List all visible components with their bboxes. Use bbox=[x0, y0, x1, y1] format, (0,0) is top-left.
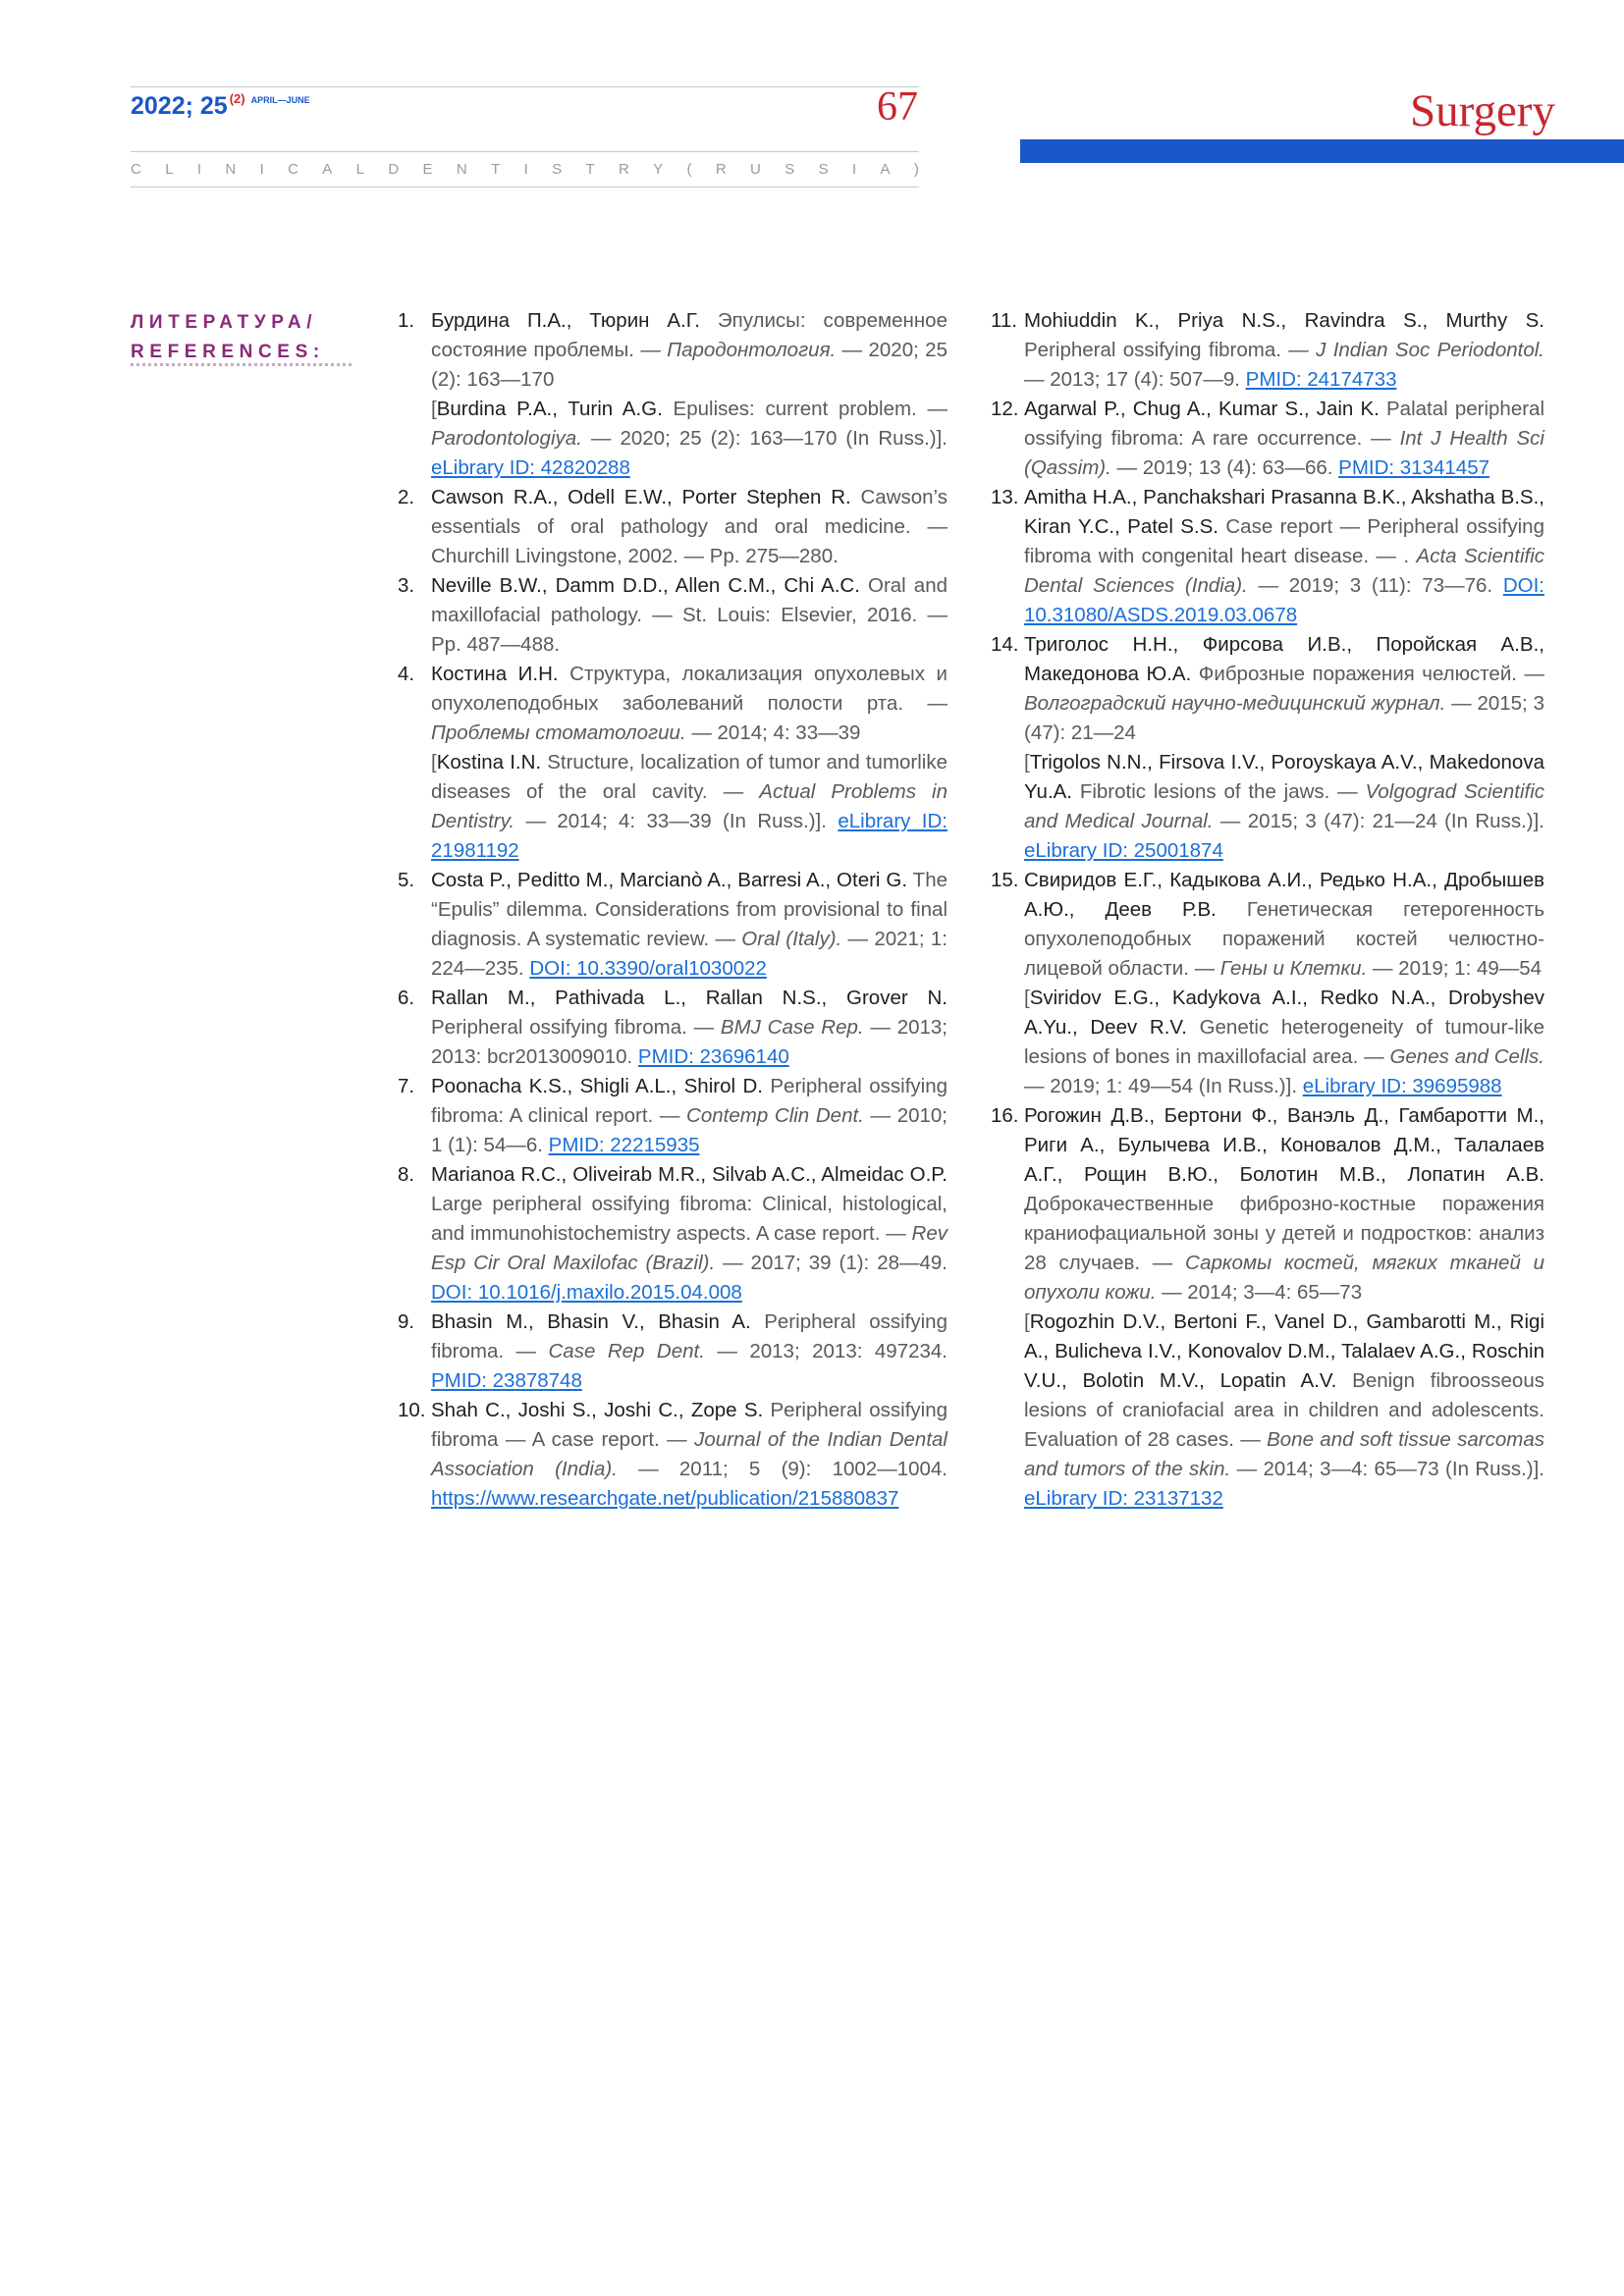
ref-authors: Neville B.W., Damm D.D., Allen C.M., Chi A.C. bbox=[431, 574, 860, 597]
journal-letter: R bbox=[715, 161, 727, 178]
issue-number: (2) bbox=[229, 91, 245, 106]
journal-letter: A bbox=[880, 161, 891, 178]
ref-text: Benign fibroosseous lesions of craniofacial area in children and adolescents. Evaluation of 28 cases. — bbox=[1024, 1369, 1544, 1451]
references-heading-ru: ЛИТЕРАТУРА/ bbox=[131, 312, 318, 333]
reference-body bbox=[431, 1072, 947, 1160]
reference-number: 1. bbox=[398, 309, 415, 332]
journal-letter: I bbox=[196, 161, 202, 178]
ref-text: Palatal peripheral ossifying fibroma: A rare occurrence. — bbox=[1024, 398, 1544, 450]
reference-body bbox=[431, 483, 947, 571]
page-number: 67 bbox=[877, 84, 918, 130]
ref-authors: Триголос Н.Н., Фирсова И.В., Поройская А.В., Македонова Ю.А. bbox=[1024, 633, 1544, 685]
reference-item bbox=[398, 660, 947, 866]
reference-number: 15. bbox=[991, 869, 1019, 891]
ref-link[interactable]: DOI: 10.3390/oral1030022 bbox=[529, 957, 767, 980]
ref-source: Волгоградский научно-медицинский журнал. bbox=[1024, 692, 1446, 715]
ref-source: J Indian Soc Periodontol. bbox=[1316, 339, 1544, 361]
ref-authors: Mohiuddin K., Priya N.S., Ravindra S., Murthy S. bbox=[1024, 309, 1544, 332]
ref-text: Peripheral ossifying fibroma. — bbox=[431, 1016, 721, 1039]
journal-letter: I bbox=[259, 161, 264, 178]
ref-source: Oral (Italy). bbox=[741, 928, 842, 950]
journal-letter: T bbox=[491, 161, 501, 178]
references-column-left bbox=[398, 306, 947, 1514]
ref-text: Structure, localization of tumor and tumorlike diseases of the oral cavity. — bbox=[431, 751, 948, 803]
reference-number: 6. bbox=[398, 987, 415, 1009]
reference-body bbox=[1024, 483, 1544, 630]
ref-text: Genetic heterogeneity of tumour-like lesions of bones in maxillofacial area. — bbox=[1024, 1016, 1544, 1068]
reference-number: 7. bbox=[398, 1075, 415, 1097]
reference-primary bbox=[431, 1072, 947, 1160]
ref-link[interactable]: eLibrary ID: 42820288 bbox=[431, 456, 630, 479]
ref-source: BMJ Case Rep. bbox=[720, 1016, 864, 1039]
ref-text: Fibrotic lesions of the jaws. — bbox=[1072, 780, 1366, 803]
ref-authors: Рогожин Д.В., Бертони Ф., Ванэль Д., Гамбаротти М., Риги А., Булычева И.В., Коновалов Д.М., Талалаев А.Г., Рощин В.Ю., Болотин М.В., Лопатин А.В. bbox=[1024, 1104, 1544, 1186]
ref-authors: Trigolos N.N., Firsova I.V., Poroyskaya A.V., Makedonova Yu.A. bbox=[1024, 751, 1544, 803]
ref-text: Доброкачественные фиброзно-костные поражения краниофациальной зоны у детей и подростков: анализ 28 случаев. — bbox=[1024, 1193, 1544, 1274]
reference-primary bbox=[1024, 306, 1544, 395]
ref-text: — 2019; 3 (11): 73—76. bbox=[1247, 574, 1503, 597]
ref-authors: Свиридов Е.Г., Кадыкова А.И., Редько Н.А., Дробышев А.Ю., Деев Р.В. bbox=[1024, 869, 1544, 921]
journal-letter: C bbox=[288, 161, 298, 178]
reference-item bbox=[398, 984, 947, 1072]
ref-text: [ bbox=[431, 751, 437, 774]
journal-letter: T bbox=[585, 161, 595, 178]
ref-source: Саркомы костей, мягких тканей и опухоли кожи. bbox=[1024, 1252, 1544, 1304]
ref-authors: Rogozhin D.V., Bertoni F., Vanel D., Gambarotti M., Rigi A., Bulicheva I.V., Konovalov D.M., Talalaev A.G., Roschin V.U., Bolotin M.V., Lopatin A.V. bbox=[1024, 1310, 1544, 1392]
ref-text: — 2019; 1: 49—54 bbox=[1367, 957, 1543, 980]
reference-number: 16. bbox=[991, 1104, 1019, 1127]
reference-primary bbox=[1024, 1101, 1544, 1308]
ref-link[interactable]: PMID: 23878748 bbox=[431, 1369, 582, 1392]
ref-text: — 2013; 2013: bcr2013009010. bbox=[431, 1016, 947, 1068]
issue-year-volume: 2022; 25 bbox=[131, 92, 228, 120]
journal-letter: N bbox=[456, 161, 467, 178]
reference-item bbox=[398, 571, 947, 660]
ref-authors: Burdina P.A., Turin A.G. bbox=[436, 398, 663, 420]
journal-letter: ( bbox=[686, 161, 692, 178]
reference-primary bbox=[431, 660, 947, 748]
ref-authors: Agarwal P., Chug A., Kumar S., Jain K. bbox=[1024, 398, 1380, 420]
ref-link[interactable]: eLibrary ID: 39695988 bbox=[1302, 1075, 1502, 1097]
reference-primary bbox=[431, 984, 947, 1072]
ref-source: Genes and Cells. bbox=[1389, 1045, 1544, 1068]
ref-text: — 2019; 1: 49—54 (In Russ.)]. bbox=[1024, 1075, 1303, 1097]
reference-item bbox=[398, 1072, 947, 1160]
references-column-right bbox=[991, 306, 1544, 1514]
journal-letter: S bbox=[552, 161, 563, 178]
ref-authors: Marianoa R.C., Oliveirab M.R., Silvab A.C., Almeidac O.P. bbox=[431, 1163, 947, 1186]
reference-body bbox=[431, 306, 947, 483]
reference-number: 10. bbox=[398, 1399, 426, 1421]
ref-source: Case Rep Dent. bbox=[548, 1340, 705, 1362]
ref-text: Large peripheral ossifying fibroma: Clinical, histological, and immunohistochemistry aspects. A case report. — bbox=[431, 1193, 947, 1245]
ref-text: — 2019; 13 (4): 63—66. bbox=[1110, 456, 1339, 479]
journal-letter: L bbox=[355, 161, 364, 178]
journal-letter: Y bbox=[653, 161, 664, 178]
section-title: Surgery bbox=[1410, 85, 1555, 136]
ref-authors: Kostina I.N. bbox=[436, 751, 542, 774]
ref-link[interactable]: eLibrary ID: 25001874 bbox=[1024, 839, 1223, 862]
reference-number: 2. bbox=[398, 486, 415, 508]
reference-number: 11. bbox=[991, 309, 1017, 332]
ref-link[interactable]: eLibrary ID: 21981192 bbox=[431, 810, 947, 862]
ref-authors: Poonacha K.S., Shigli A.L., Shirol D. bbox=[431, 1075, 763, 1097]
ref-link[interactable]: DOI: 10.1016/j.maxilo.2015.04.008 bbox=[431, 1281, 742, 1304]
ref-text: Peripheral ossifying fibroma. — bbox=[1024, 339, 1317, 361]
reference-number: 13. bbox=[991, 486, 1019, 508]
reference-translation bbox=[431, 395, 947, 483]
reference-translation bbox=[1024, 1308, 1544, 1514]
journal-letter: N bbox=[225, 161, 237, 178]
reference-number: 4. bbox=[398, 663, 415, 685]
ref-text: Case report — Peripheral ossifying fibroma with congenital heart disease. — . bbox=[1024, 515, 1544, 567]
journal-letter: D bbox=[388, 161, 400, 178]
reference-body bbox=[431, 984, 947, 1072]
journal-letter: C bbox=[131, 161, 141, 178]
reference-number: 5. bbox=[398, 869, 415, 891]
ref-source: Пародонтология. bbox=[667, 339, 837, 361]
ref-text: — 2014; 3—4: 65—73 bbox=[1156, 1281, 1363, 1304]
reference-body bbox=[1024, 1101, 1544, 1514]
ref-link[interactable]: PMID: 23696140 bbox=[637, 1045, 789, 1068]
journal-letter: A bbox=[322, 161, 333, 178]
reference-item bbox=[398, 866, 947, 984]
section-color-bar bbox=[1020, 139, 1624, 163]
ref-source: Actual Problems in Dentistry. bbox=[431, 780, 947, 832]
ref-link[interactable]: PMID: 22215935 bbox=[548, 1134, 700, 1156]
ref-text: — 2017; 39 (1): 28—49. bbox=[715, 1252, 947, 1274]
ref-text: — 2013; 2013: 497234. bbox=[704, 1340, 947, 1362]
journal-letter: L bbox=[165, 161, 174, 178]
ref-source: Journal of the Indian Dental Association (India). bbox=[431, 1428, 947, 1480]
issue-months: APRIL—JUNE bbox=[250, 95, 310, 105]
reference-item bbox=[991, 483, 1544, 630]
ref-text: Cawson’s essentials of oral pathology and oral medicine. — Churchill Livingstone, 2002. — Pp. 275—280. bbox=[431, 486, 947, 567]
reference-primary bbox=[1024, 866, 1544, 984]
reference-number: 14. bbox=[991, 633, 1019, 656]
ref-text: Структура, локализация опухолевых и опухолеподобных заболеваний полости рта. — bbox=[431, 663, 947, 715]
reference-primary bbox=[431, 1308, 947, 1396]
reference-body bbox=[1024, 866, 1544, 1101]
ref-text: Epulises: current problem. — bbox=[662, 398, 947, 420]
ref-source: Acta Scientific Dental Sciences (India). bbox=[1024, 545, 1545, 597]
ref-link[interactable]: https://www.researchgate.net/publication/215880837 bbox=[431, 1487, 899, 1510]
ref-link[interactable]: eLibrary ID: 23137132 bbox=[1024, 1487, 1223, 1510]
ref-text: — 2021; 1: 224—235. bbox=[431, 928, 948, 980]
ref-text: — 2014; 4: 33—39 bbox=[685, 721, 861, 744]
reference-item bbox=[991, 1101, 1544, 1514]
journal-letter: S bbox=[818, 161, 829, 178]
ref-text: [ bbox=[431, 398, 437, 420]
reference-primary bbox=[431, 483, 947, 571]
header-rule-mid bbox=[131, 151, 919, 152]
references-heading bbox=[131, 308, 325, 367]
ref-text: — 2015; 3 (47): 21—24 (In Russ.)]. bbox=[1213, 810, 1544, 832]
journal-letter: E bbox=[422, 161, 433, 178]
reference-body bbox=[431, 660, 947, 866]
ref-text: — 2014; 4: 33—39 (In Russ.)]. bbox=[514, 810, 839, 832]
ref-authors: Sviridov E.G., Kadykova A.I., Redko N.A., Drobyshev A.Yu., Deev R.V. bbox=[1024, 987, 1544, 1039]
reference-primary bbox=[431, 1396, 947, 1514]
header-rule-top bbox=[131, 86, 919, 87]
reference-body bbox=[431, 1396, 947, 1514]
reference-item bbox=[991, 395, 1544, 483]
ref-text: — 2011; 5 (9): 1002—1004. bbox=[617, 1458, 947, 1480]
reference-primary bbox=[1024, 395, 1544, 483]
ref-authors: Bhasin M., Bhasin V., Bhasin A. bbox=[431, 1310, 751, 1333]
reference-item bbox=[991, 630, 1544, 866]
reference-number: 8. bbox=[398, 1163, 415, 1186]
reference-number: 9. bbox=[398, 1310, 415, 1333]
ref-authors: Shah C., Joshi S., Joshi C., Zope S. bbox=[431, 1399, 764, 1421]
reference-body bbox=[431, 1160, 947, 1308]
ref-text: Peripheral ossifying fibroma. — bbox=[431, 1310, 947, 1362]
reference-number: 12. bbox=[991, 398, 1019, 420]
ref-source: Int J Health Sci (Qassim). bbox=[1024, 427, 1544, 479]
reference-item bbox=[398, 1160, 947, 1308]
journal-letter: U bbox=[750, 161, 761, 178]
reference-number: 3. bbox=[398, 574, 415, 597]
journal-name bbox=[131, 161, 919, 178]
reference-item bbox=[991, 306, 1544, 395]
reference-body bbox=[431, 1308, 947, 1396]
reference-translation bbox=[431, 748, 947, 866]
reference-primary bbox=[431, 866, 947, 984]
ref-text: — 2020; 25 (2): 163—170 (In Russ.)]. bbox=[581, 427, 947, 450]
reference-body bbox=[431, 571, 947, 660]
ref-source: Parodontologiya. bbox=[431, 427, 582, 450]
ref-text: The “Epulis” dilemma. Considerations from provisional to final diagnosis. A systematic review. — bbox=[431, 869, 947, 950]
ref-source: Bone and soft tissue sarcomas and tumors of the skin. bbox=[1024, 1428, 1544, 1480]
reference-item bbox=[398, 306, 947, 483]
ref-text: Эпулисы: современное состояние проблемы. — bbox=[431, 309, 947, 361]
ref-text: Peripheral ossifying fibroma: A clinical report. — bbox=[431, 1075, 947, 1127]
ref-link[interactable]: PMID: 24174733 bbox=[1245, 368, 1397, 391]
ref-text: Peripheral ossifying fibroma — A case report. — bbox=[431, 1399, 947, 1451]
ref-text: — 2014; 3—4: 65—73 (In Russ.)]. bbox=[1230, 1458, 1544, 1480]
ref-authors: Костина И.Н. bbox=[431, 663, 559, 685]
ref-source: Volgograd Scientific and Medical Journal. bbox=[1024, 780, 1545, 832]
reference-primary bbox=[431, 306, 947, 395]
reference-primary bbox=[1024, 630, 1544, 748]
reference-primary bbox=[431, 571, 947, 660]
ref-authors: Cawson R.A., Odell E.W., Porter Stephen R. bbox=[431, 486, 851, 508]
ref-link[interactable]: DOI: 10.31080/ASDS.2019.03.0678 bbox=[1024, 574, 1544, 626]
reference-body bbox=[1024, 630, 1544, 866]
journal-letter: S bbox=[785, 161, 795, 178]
ref-text: Генетическая гетерогенность опухолеподобных поражений костей челюстно-лицевой области. — bbox=[1024, 898, 1544, 980]
references-heading-en: REFERENCES: bbox=[131, 342, 325, 362]
reference-body bbox=[431, 866, 947, 984]
ref-text: — 2015; 3 (47): 21—24 bbox=[1024, 692, 1544, 744]
journal-letter: I bbox=[523, 161, 528, 178]
ref-text: — 2010; 1 (1): 54—6. bbox=[431, 1104, 947, 1156]
ref-authors: Amitha H.A., Panchakshari Prasanna B.K., Akshatha B.S., Kiran Y.C., Patel S.S. bbox=[1024, 486, 1544, 538]
ref-link[interactable]: PMID: 31341457 bbox=[1338, 456, 1490, 479]
ref-text: [ bbox=[1024, 751, 1030, 774]
reference-translation bbox=[1024, 984, 1544, 1101]
reference-body bbox=[1024, 306, 1544, 395]
reference-item bbox=[398, 1308, 947, 1396]
ref-authors: Rallan M., Pathivada L., Rallan N.S., Grover N. bbox=[431, 987, 947, 1009]
ref-text: — 2020; 25 (2): 163—170 bbox=[431, 339, 947, 391]
reference-translation bbox=[1024, 748, 1544, 866]
reference-body bbox=[1024, 395, 1544, 483]
reference-item bbox=[398, 483, 947, 571]
issue-info bbox=[131, 91, 310, 121]
ref-text: Фиброзные поражения челюстей. — bbox=[1191, 663, 1544, 685]
reference-primary bbox=[1024, 483, 1544, 630]
ref-text: Oral and maxillofacial pathology. — St. Louis: Elsevier, 2016. — Pp. 487—488. bbox=[431, 574, 947, 656]
ref-source: Rev Esp Cir Oral Maxilofac (Brazil). bbox=[431, 1222, 947, 1274]
ref-authors: Costa P., Peditto M., Marcianò A., Barresi A., Oteri G. bbox=[431, 869, 908, 891]
ref-text: — 2013; 17 (4): 507—9. bbox=[1024, 368, 1246, 391]
journal-letter: R bbox=[618, 161, 629, 178]
ref-authors: Бурдина П.А., Тюрин А.Г. bbox=[431, 309, 701, 332]
reference-primary bbox=[431, 1160, 947, 1308]
ref-source: Гены и Клетки. bbox=[1219, 957, 1368, 980]
journal-letter: ) bbox=[913, 161, 919, 178]
reference-item bbox=[991, 866, 1544, 1101]
reference-item bbox=[398, 1396, 947, 1514]
journal-letter: I bbox=[851, 161, 857, 178]
ref-text: [ bbox=[1024, 987, 1030, 1009]
ref-source: Проблемы стоматологии. bbox=[431, 721, 686, 744]
ref-text: [ bbox=[1024, 1310, 1030, 1333]
ref-source: Contemp Clin Dent. bbox=[686, 1104, 864, 1127]
heading-dotted-rule bbox=[131, 363, 352, 366]
